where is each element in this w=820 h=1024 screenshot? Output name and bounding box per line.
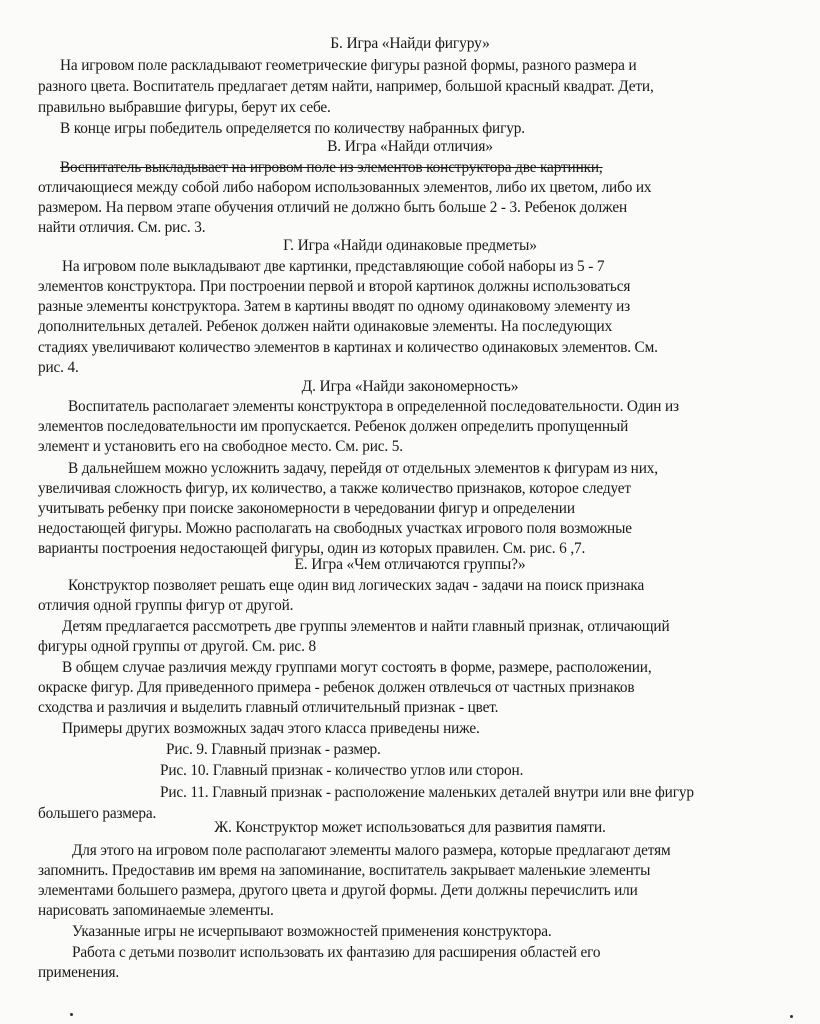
text-line: запомнить. Предоставив им время на запоминание, воспитатель закрывает маленькие элементы bbox=[38, 862, 651, 879]
text-line: В конце игры победитель определяется по количеству набранных фигур. bbox=[60, 120, 525, 137]
text-line: Воспитатель располагает элементы конструктора в определенной последовательности. Один из bbox=[68, 398, 679, 415]
text-line: нарисовать запоминаемые элементы. bbox=[38, 902, 274, 919]
text-line: учитывать ребенку при поиске закономерности в чередовании фигур и определении bbox=[38, 500, 575, 517]
text-line: сходства и различия и выделить главный отличительный признак - цвет. bbox=[38, 699, 499, 716]
text-line: Рис. 11. Главный признак - расположение маленьких деталей внутри или вне фигур bbox=[160, 784, 694, 801]
text-line: фигуры одной группы от другой. См. рис. 8 bbox=[38, 638, 316, 655]
heading-g: Г. Игра «Найди одинаковые предметы» bbox=[283, 237, 537, 254]
text-line: элементов конструктора. При построении первой и второй картинок должны использоваться bbox=[38, 278, 631, 295]
heading-d: Д. Игра «Найди закономерность» bbox=[301, 378, 519, 395]
text-line: В общем случае различия между группами могут состоять в форме, размере, расположении, bbox=[62, 659, 652, 676]
text-line: найти отличия. См. рис. 3. bbox=[38, 219, 206, 236]
heading-zh: Ж. Конструктор может использоваться для развития памяти. bbox=[214, 819, 606, 836]
text-line: На игровом поле раскладывают геометрические фигуры разной формы, разного размера и bbox=[60, 57, 637, 74]
text-line: Конструктор позволяет решать еще один вид логических задач - задачи на поиск признака bbox=[68, 577, 645, 594]
text-line: Рис. 9. Главный признак - размер. bbox=[166, 741, 381, 758]
text-line: элементов последовательности им пропускается. Ребенок должен определить пропущенный bbox=[38, 418, 629, 435]
text-line: Работа с детьми позволит использовать их фантазию для расширения областей его bbox=[72, 944, 601, 961]
text-line: разного цвета. Воспитатель предлагает детям найти, например, большой красный квадрат. Дети, bbox=[38, 78, 654, 95]
text-line: Детям предлагается рассмотреть две группы элементов и найти главный признак, отличающий bbox=[62, 618, 670, 635]
text-line: увеличивая сложность фигур, их количество, а также количество признаков, которое следует bbox=[38, 480, 631, 497]
text-line: недостающей фигуры. Можно располагать на свободных участках игрового поля возможные bbox=[38, 520, 632, 537]
text-line: В дальнейшем можно усложнить задачу, перейдя от отдельных элементов к фигурам из них, bbox=[68, 460, 658, 477]
text-line: правильно выбравшие фигуры, берут их себе. bbox=[38, 99, 331, 116]
text-line: дополнительных деталей. Ребенок должен найти одинаковые элементы. На последующих bbox=[38, 318, 613, 335]
text-line: большего размера. bbox=[38, 805, 157, 822]
scan-speck bbox=[70, 1013, 73, 1016]
text-line: Для этого на игровом поле располагают элементы малого размера, которые предлагают детям bbox=[72, 842, 671, 859]
scan-speck bbox=[790, 1015, 793, 1018]
text-line: окраске фигур. Для приведенного примера - ребенок должен отвлечься от частных признаков bbox=[38, 679, 635, 696]
text-line: отличающиеся между собой либо набором использованных элементов, либо их цветом, либо их bbox=[38, 179, 652, 196]
heading-e: Е. Игра «Чем отличаются группы?» bbox=[294, 556, 526, 573]
text-line: размером. На первом этапе обучения отличий не должно быть больше 2 - 3. Ребенок должен bbox=[38, 199, 628, 216]
text-line: применения. bbox=[38, 964, 120, 981]
text-line: варианты построения недостающей фигуры, один из которых правилен. См. рис. 6 ,7. bbox=[38, 540, 586, 557]
text-line: стадиях увеличивают количество элементов в картинах и количество одинаковых элементов. См. bbox=[38, 339, 658, 356]
text-line: Примеры других возможных задач этого класса приведены ниже. bbox=[62, 720, 480, 737]
text-line: элемент и установить его на свободное место. См. рис. 5. bbox=[38, 438, 403, 455]
text-line: разные элементы конструктора. Затем в картины вводят по одному одинаковому элементу из bbox=[38, 298, 631, 315]
text-line: Воспитатель выкладывает на игровом поле из элементов конструктора две картинки, bbox=[60, 159, 603, 176]
text-line: элементами большего размера, другого цвета и другой формы. Дети должны перечислить или bbox=[38, 882, 638, 899]
text-line: рис. 4. bbox=[38, 359, 79, 376]
text-line: отличия одной группы фигур от другой. bbox=[38, 597, 294, 614]
text-line: Указанные игры не исчерпывают возможностей применения конструктора. bbox=[72, 923, 552, 940]
text-line: Рис. 10. Главный признак - количество углов или сторон. bbox=[160, 762, 524, 779]
text-line: На игровом поле выкладывают две картинки, представляющие собой наборы из 5 - 7 bbox=[62, 258, 605, 275]
heading-b: Б. Игра «Найди фигуру» bbox=[330, 35, 490, 52]
heading-v: В. Игра «Найди отличия» bbox=[327, 138, 493, 155]
